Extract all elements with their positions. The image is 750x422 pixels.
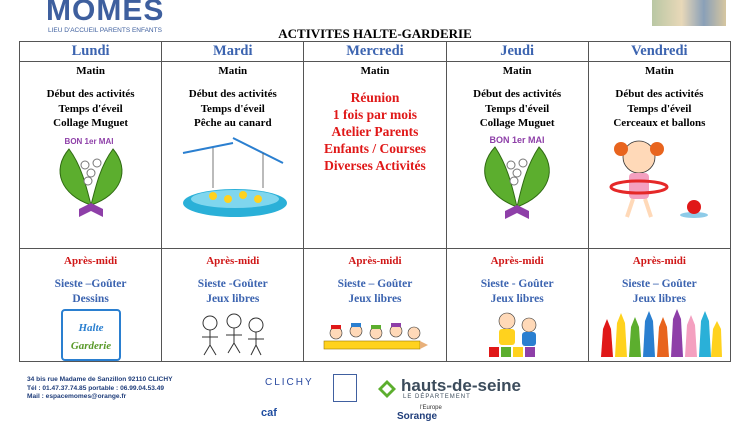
activity: Sieste –Goûter <box>54 278 127 290</box>
day-lundi: Lundi <box>20 42 162 62</box>
morning-cell-mercredi <box>304 62 446 249</box>
orange-logo: Sorange <box>397 411 438 422</box>
painted-hands-illustration <box>595 307 723 357</box>
morning-activities <box>162 87 303 131</box>
meeting-notice <box>304 89 445 174</box>
afternoon-activities <box>304 277 445 307</box>
apres-midi-label: Après-midi <box>490 255 544 267</box>
matin-label: Matin <box>645 65 674 77</box>
halte-sign-line2: Garderie <box>70 340 111 352</box>
activity: Sieste -Goûter <box>197 278 268 290</box>
duck-fishing-illustration <box>173 133 293 223</box>
activity: Enfants / Courses <box>323 141 426 156</box>
activity: Pêche au canard <box>193 117 272 129</box>
europe-text: l'Europe <box>420 405 442 411</box>
activity: Temps d'éveil <box>485 102 550 115</box>
activity: Début des activités <box>473 88 562 100</box>
day-vendredi: Vendredi <box>588 42 730 62</box>
afternoon-cell-mardi <box>162 249 304 362</box>
afternoon-row <box>20 249 731 362</box>
morning-row <box>20 62 731 249</box>
seal-logo <box>333 374 357 402</box>
matin-label: Matin <box>502 65 532 77</box>
activity: Collage Muguet <box>479 117 555 129</box>
matin-label: Matin <box>76 65 105 77</box>
morning-activities <box>447 87 588 131</box>
day-jeudi: Jeudi <box>446 42 588 62</box>
apres-midi-label: Après-midi <box>206 255 260 267</box>
apres-midi-label: Après-midi <box>632 255 686 267</box>
apres-midi-label: Après-midi <box>348 255 402 267</box>
morning-cell-lundi <box>20 62 162 249</box>
activity: Dessins <box>72 293 109 305</box>
activity: Début des activités <box>188 88 277 100</box>
page-title: ACTIVITES HALTE-GARDERIE <box>278 26 472 41</box>
activity: Sieste - Goûter <box>480 278 554 290</box>
activity: Atelier Parents <box>331 124 419 139</box>
footer-phone: Tél : 01.47.37.74.85 portable : 06.99.04.53.49 <box>27 384 165 392</box>
halte-sign-line1: Halte <box>78 322 104 334</box>
footer-address-block <box>27 376 172 402</box>
activity: Réunion <box>350 90 400 105</box>
afternoon-cell-jeudi <box>446 249 588 362</box>
muguet-illustration <box>465 133 569 223</box>
afternoon-activities <box>589 277 730 307</box>
activity: Jeux libres <box>206 293 260 305</box>
hauts-de-seine-text: hauts-de-seine <box>401 376 521 395</box>
muguet-caption: BON 1er MAI <box>64 136 114 146</box>
days-row <box>20 42 731 62</box>
morning-cell-jeudi <box>446 62 588 249</box>
logo-subtitle: LIEU D'ACCUEIL PARENTS ENFANTS <box>48 27 162 34</box>
hauts-de-seine-icon <box>376 378 398 400</box>
day-mercredi: Mercredi <box>304 42 446 62</box>
clichy-logo: CLICHY <box>265 377 314 388</box>
departement-text: LE DÉPARTEMENT <box>403 394 471 400</box>
halte-garderie-sign-illustration <box>61 309 121 361</box>
afternoon-cell-vendredi <box>588 249 730 362</box>
matin-label: Matin <box>218 65 248 77</box>
kids-pencil-illustration <box>320 317 430 353</box>
activity: Sieste – Goûter <box>622 278 697 290</box>
activity: Temps d'éveil <box>200 102 265 115</box>
apres-midi-label: Après-midi <box>64 255 118 267</box>
activity: Sieste – Goûter <box>337 278 413 290</box>
muguet-caption: BON 1er MAI <box>489 134 545 145</box>
hauts-de-seine-logo <box>376 376 521 403</box>
footer-email: Mail : espacemomes@orange.fr <box>27 393 127 400</box>
caf-logo: caf <box>261 407 277 419</box>
activity: Début des activités <box>615 88 704 100</box>
afternoon-cell-mercredi <box>304 249 446 362</box>
kids-blocks-illustration <box>485 307 549 359</box>
afternoon-activities <box>162 277 303 307</box>
activity: Jeux libres <box>490 293 544 305</box>
morning-activities <box>20 87 161 131</box>
activity: Diverses Activités <box>324 158 426 173</box>
footer-address: 34 bis rue Madame de Sanzillon 92110 CLICHY <box>27 376 173 383</box>
activity: Jeux libres <box>632 293 686 305</box>
morning-cell-mardi <box>162 62 304 249</box>
activity: Jeux libres <box>348 293 402 305</box>
muguet-illustration <box>41 135 141 221</box>
afternoon-activities <box>447 277 588 307</box>
morning-cell-vendredi <box>588 62 730 249</box>
afternoon-cell-lundi <box>20 249 162 362</box>
activity: Cerceaux et ballons <box>613 117 706 129</box>
afternoon-activities <box>20 277 161 307</box>
activity: Temps d'éveil <box>627 102 692 115</box>
kids-playing-sketch-illustration <box>196 309 270 359</box>
header-photo <box>652 0 726 26</box>
activity: 1 fois par mois <box>332 107 418 122</box>
morning-activities <box>589 87 730 131</box>
activity: Temps d'éveil <box>58 102 123 115</box>
schedule-table <box>19 41 731 362</box>
activity: Collage Muguet <box>53 117 129 129</box>
day-mardi: Mardi <box>162 42 304 62</box>
matin-label: Matin <box>360 65 390 77</box>
hula-hoop-girl-illustration <box>599 135 719 225</box>
activity: Début des activités <box>46 88 135 100</box>
logo-text: MOMES <box>46 0 165 27</box>
